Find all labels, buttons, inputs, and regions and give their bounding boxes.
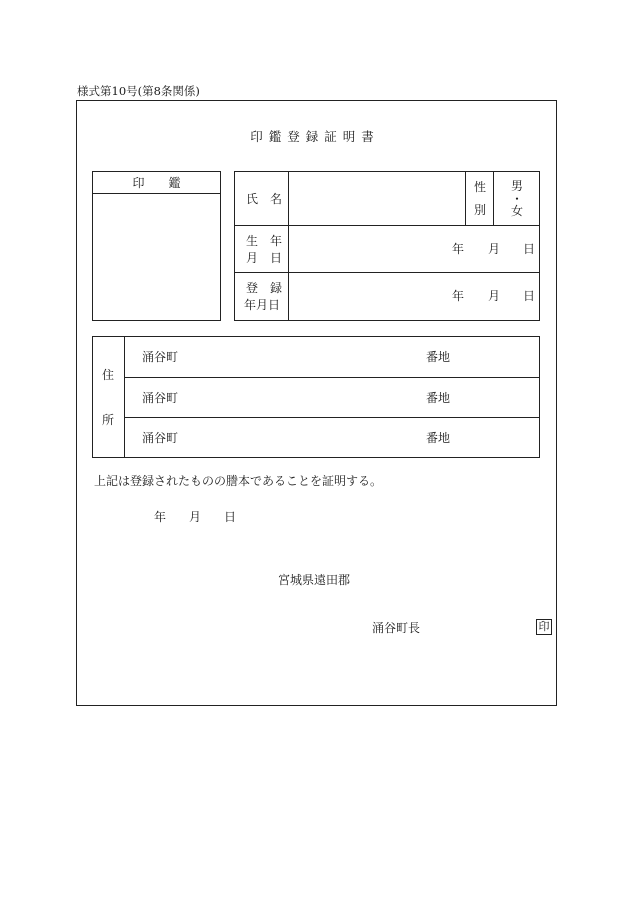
official-seal-mark bbox=[536, 619, 552, 635]
address-label-top: 住 bbox=[102, 368, 115, 382]
address-row-1-town: 涌谷町 bbox=[142, 350, 179, 364]
sex-value-dot: ・ bbox=[511, 192, 524, 206]
birth-label-2: 月 日 bbox=[246, 251, 283, 265]
seal-box-divider bbox=[92, 193, 221, 194]
document-title: 印鑑登録証明書 bbox=[250, 129, 380, 144]
address-label-bottom: 所 bbox=[102, 413, 115, 427]
official-seal-mark-text: 印 bbox=[538, 620, 550, 633]
label-column-divider bbox=[288, 171, 289, 321]
form-number-label: 様式第10号(第8条関係) bbox=[77, 84, 200, 98]
seal-box-label: 印 鑑 bbox=[132, 176, 181, 190]
row-divider-2 bbox=[234, 272, 540, 273]
sex-label-2: 別 bbox=[474, 203, 487, 217]
sex-value-male: 男 bbox=[511, 179, 524, 193]
address-row-1-suffix: 番地 bbox=[426, 350, 451, 364]
issue-month-unit: 月 bbox=[189, 510, 202, 524]
address-row-divider-1 bbox=[124, 377, 540, 378]
birth-day-unit: 日 bbox=[523, 242, 536, 256]
issue-year-unit: 年 bbox=[154, 510, 167, 524]
row-divider-1 bbox=[234, 225, 540, 226]
sex-value-female: 女 bbox=[511, 204, 524, 218]
registration-label-1: 登 録 bbox=[246, 281, 283, 295]
address-row-3-suffix: 番地 bbox=[426, 431, 451, 445]
registration-day-unit: 日 bbox=[523, 289, 536, 303]
issue-day-unit: 日 bbox=[224, 510, 237, 524]
address-row-divider-2 bbox=[124, 417, 540, 418]
address-row-2-suffix: 番地 bbox=[426, 391, 451, 405]
birth-month-unit: 月 bbox=[488, 242, 501, 256]
sex-column-divider-right bbox=[493, 171, 494, 225]
registration-label-2: 年月日 bbox=[244, 298, 281, 312]
birth-label-1: 生 年 bbox=[246, 234, 283, 248]
issuer-prefecture-county: 宮城県遠田郡 bbox=[278, 573, 351, 587]
address-row-2-town: 涌谷町 bbox=[142, 391, 179, 405]
registration-year-unit: 年 bbox=[452, 289, 465, 303]
address-label-divider bbox=[124, 336, 125, 458]
certification-statement: 上記は登録されたものの謄本であることを証明する。 bbox=[94, 474, 383, 488]
sex-column-divider-left bbox=[465, 171, 466, 225]
address-row-3-town: 涌谷町 bbox=[142, 431, 179, 445]
issuer-mayor: 涌谷町長 bbox=[372, 621, 421, 635]
birth-year-unit: 年 bbox=[452, 242, 465, 256]
registration-month-unit: 月 bbox=[488, 289, 501, 303]
name-label: 氏 名 bbox=[246, 192, 283, 206]
sex-label-1: 性 bbox=[474, 180, 487, 194]
